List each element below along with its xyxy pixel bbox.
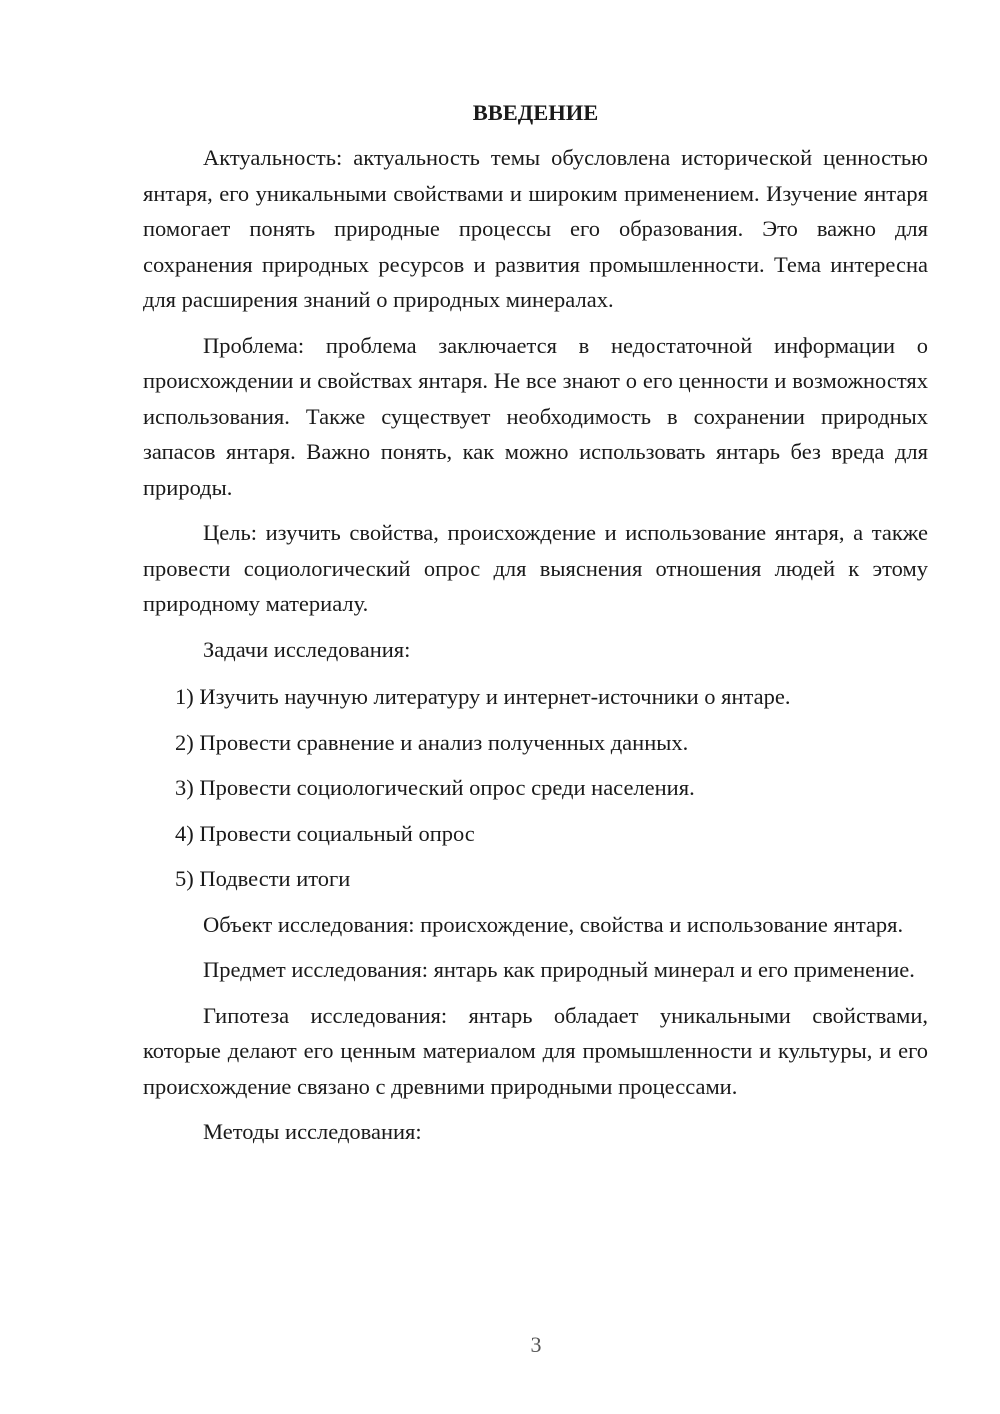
goal-paragraph: Цель: изучить свойства, происхождение и использование янтаря, а также провести социологический опрос для выяснения отношения людей к этому природному материалу. [143,520,928,616]
task-item: 5) Подвести итоги [175,866,351,891]
tasks-list [143,679,928,897]
relevance-paragraph: Актуальность: актуальность темы обусловлена исторической ценностью янтаря, его уникальными свойствами и широким применением. Изучение янтаря помогает понять природные процессы его образования. Это важно для сохранения природных ресурсов и развития промышленности. Тема интересна для расширения знаний о природных минералах. [143,145,928,312]
section-title: ВВЕДЕНИЕ [472,100,599,125]
task-item: 3) Провести социологический опрос среди населения. [175,775,695,800]
problem-paragraph: Проблема: проблема заключается в недостаточной информации о происхождении и свойствах янтаря. Не все знают о его ценности и возможностях использования. Также существует необходимость в сохранении природных запасов янтаря. Важно понять, как можно использовать янтарь без вреда для природы. [143,332,928,500]
object-paragraph: Объект исследования: происхождение, свойства и использование янтаря. [203,911,904,937]
task-item: 1) Изучить научную литературу и интернет-источники о янтаре. [175,684,791,709]
page-content [143,95,928,1162]
hypothesis-paragraph: Гипотеза исследования: янтарь обладает уникальными свойствами, которые делают его ценным материалом для промышленности и культуры, и его происхождение связано с древними природными процессами. [143,1002,928,1099]
task-item: 4) Провести социальный опрос [175,820,475,846]
subject-paragraph: Предмет исследования: янтарь как природный минерал и его применение. [203,957,915,982]
tasks-heading: Задачи исследования: [203,636,411,662]
methods-heading: Методы исследования: [203,1119,422,1144]
task-item: 2) Провести сравнение и анализ полученных данных. [175,729,689,755]
page-number: 3 [530,1332,542,1357]
